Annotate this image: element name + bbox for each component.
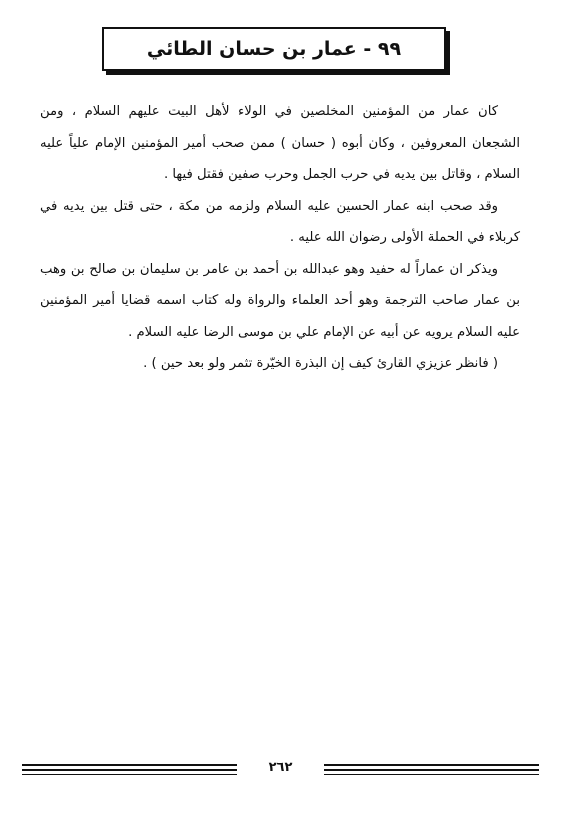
page-number: ٢٦٢ xyxy=(268,760,293,775)
body-text xyxy=(40,96,520,380)
paragraph-3: ويذكر ان عماراً له حفيد وهو عبدالله بن أحمد بن عامر بن سليمان بن صالح بن وهب بن عمار صاحب الترجمة وهو أحد العلماء والرواة وله كتاب اسمه قضايا أمير المؤمنين عليه السلام يرويه عن أبيه عن الإمام علي بن موسى الرضا عليه السلام . xyxy=(40,261,520,340)
footer-rule-right-3 xyxy=(324,774,539,775)
footer-rule-left-3 xyxy=(22,774,237,775)
chapter-title-box xyxy=(102,27,446,71)
footer-rule-left xyxy=(22,764,237,766)
footer-rule-left-2 xyxy=(22,769,237,771)
footer-rule-right-2 xyxy=(324,769,539,771)
paragraph-2: وقد صحب ابنه عمار الحسين عليه السلام ولزمه من مكة ، حتى قتل بين يديه في كربلاء في الحملة الأولى رضوان الله عليه . xyxy=(40,198,520,245)
paragraph-1: كان عمار من المؤمنين المخلصين في الولاء لأهل البيت عليهم السلام ، ومن الشجعان المعروفين ، وكان أبوه ( حسان ) ممن صحب أمير المؤمنين الإمام علياً عليه السلام ، وقاتل بين يديه في حرب الجمل وحرب صفين فقتل فيها . xyxy=(40,104,520,182)
page-footer xyxy=(22,760,539,784)
paragraph-4: ( فانظر عزيزي القارئ كيف إن البذرة الخيّرة تثمر ولو بعد حين ) . xyxy=(143,356,498,371)
chapter-title: ٩٩ - عمار بن حسان الطائي xyxy=(146,38,402,60)
footer-rule-right xyxy=(324,764,539,766)
